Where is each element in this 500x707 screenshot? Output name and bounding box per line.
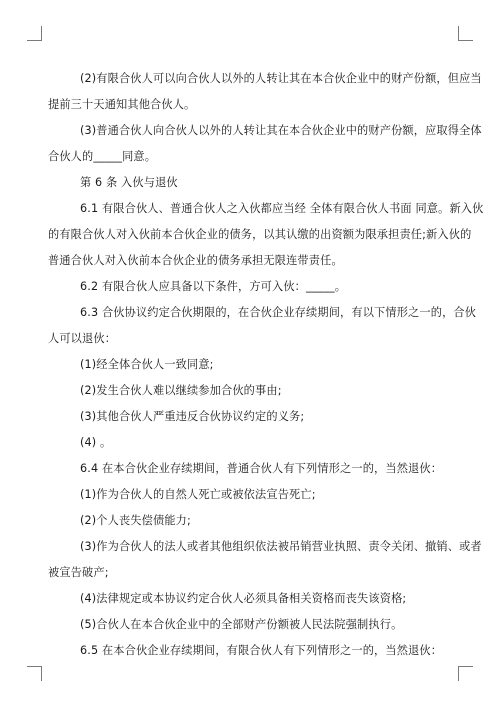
text-line: 提前三十天通知其他合伙人。 [48, 98, 196, 111]
text-line: 6.2 有限合伙人应具备以下条件，方可入伙：_____。 [80, 280, 347, 293]
text-line: (4)法律规定或本协议约定合伙人必须具备相关资格而丧失该资格; [80, 592, 407, 605]
text-line: (3)作为合伙人的法人或者其他组织依法被吊销营业执照、责令关闭、撤销、或者 [80, 540, 482, 553]
text-line: (2)个人丧失偿债能力; [80, 514, 191, 527]
text-line: 普通合伙人对入伙前本合伙企业的债务承担无限连带责任。 [48, 254, 343, 267]
text-line: 人可以退伙： [48, 332, 117, 345]
text-line: 6.4 在本合伙企业存续期间，普通合伙人有下列情形之一的，当然退伙： [80, 462, 443, 475]
text-line: (2)发生合伙人难以继续参加合伙的事由; [80, 384, 282, 397]
text-line: (3)其他合伙人严重违反合伙协议约定的义务; [80, 410, 305, 423]
text-line: (5)合伙人在本合伙企业中的全部财产份额被人民法院强制执行。 [80, 618, 403, 631]
text-line: 合伙人的_____同意。 [48, 150, 157, 163]
text-line: 6.3 合伙协议约定合伙期限的，在合伙企业存续期间，有以下情形之一的，合伙 [80, 306, 477, 319]
document-body [48, 66, 484, 664]
text-line: (3)普通合伙人向合伙人以外的人转让其在本合伙企业中的财产份额，应取得全体 [80, 124, 482, 137]
text-line: (1)作为合伙人的自然人死亡或被依法宣告死亡; [80, 488, 316, 501]
text-line: (2)有限合伙人可以向合伙人以外的人转让其在本合伙企业中的财产份额，但应当 [80, 72, 482, 85]
crop-mark-top-right [458, 26, 473, 41]
text-line: 6.1 有限合伙人、普通合伙人之入伙都应当经 全体有限合伙人书面 同意。新入伙 [80, 202, 484, 215]
text-line: 的有限合伙人对入伙前本合伙企业的债务，以其认缴的出资额为限承担责任;新入伙的 [48, 228, 472, 241]
text-line: 第 6 条 入伙与退伙 [80, 176, 178, 189]
crop-mark-top-left [27, 26, 42, 41]
text-line: (4) 。 [80, 436, 112, 449]
crop-mark-bottom-left [27, 666, 42, 681]
crop-mark-bottom-right [458, 666, 473, 681]
text-line: (1)经全体合伙人一致同意; [80, 358, 214, 371]
text-line: 被宣告破产; [48, 566, 109, 579]
text-line: 6.5 在本合伙企业存续期间，有限合伙人有下列情形之一的，当然退伙： [80, 644, 443, 657]
